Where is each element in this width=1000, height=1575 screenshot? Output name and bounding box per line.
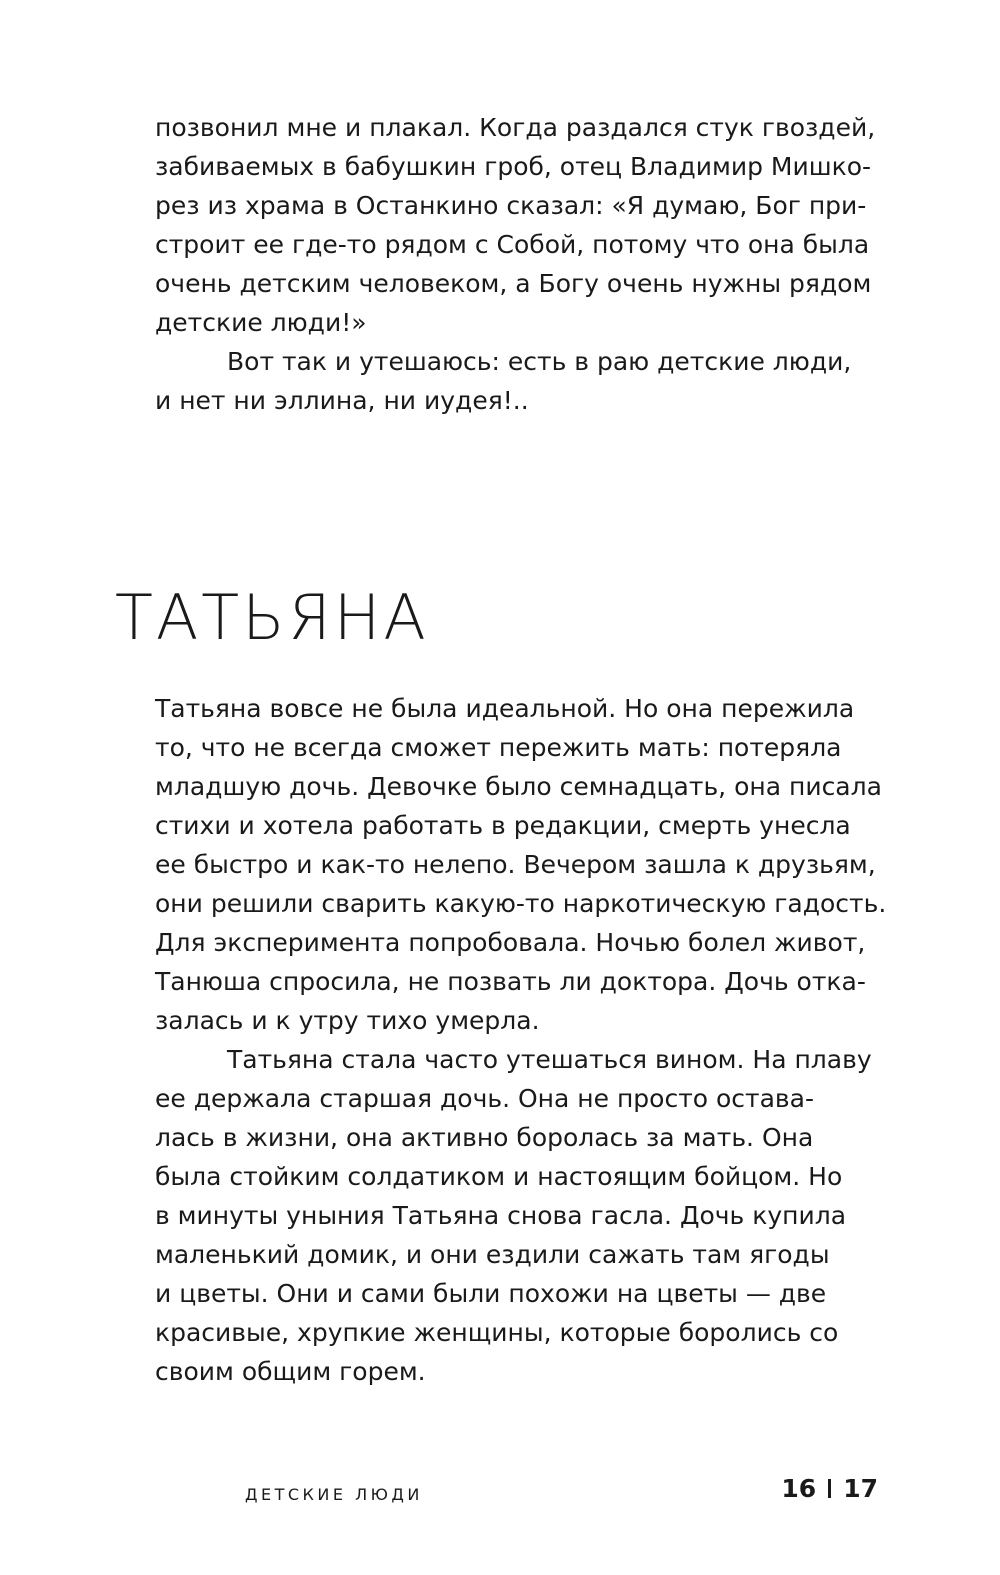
page-numbers [781, 1472, 878, 1506]
text-line: ее быстро и как-то нелепо. Вечером зашла к друзьям, [155, 850, 876, 879]
text-line: младшую дочь. Девочке было семнадцать, она писала [155, 772, 882, 801]
text-line: и нет ни эллина, ни иудея!.. [155, 386, 529, 415]
text-line: то, что не всегда сможет пережить мать: потеряла [155, 733, 842, 762]
text-line: лась в жизни, она активно боролась за мать. Она [155, 1123, 814, 1152]
text-line: рез из храма в Останкино сказал: «Я думаю, Бог при- [155, 191, 867, 220]
text-block-top [155, 108, 890, 420]
text-line: залась и к утру тихо умерла. [155, 1006, 540, 1035]
text-line: они решили сварить какую-то наркотическую гадость. [155, 889, 887, 918]
text-line: стихи и хотела работать в редакции, смерть унесла [155, 811, 851, 840]
text-line: была стойким солдатиком и настоящим бойцом. Но [155, 1162, 843, 1191]
text-line: забиваемых в бабушкин гроб, отец Владимир Мишко- [155, 152, 872, 181]
text-line: и цветы. Они и сами были похожи на цветы — две [155, 1279, 827, 1308]
text-line: ее держала старшая дочь. Она не просто остава- [155, 1084, 815, 1113]
text-line: детские люди!» [155, 308, 367, 337]
text-line: строит ее где-то рядом с Собой, потому что она была [155, 230, 870, 259]
text-line: Вот так и утешаюсь: есть в раю детские люди, [227, 347, 852, 376]
chapter-title: ТАТЬЯНА [115, 581, 429, 654]
text-line: Татьяна вовсе не была идеальной. Но она пережила [155, 694, 855, 723]
text-line: Татьяна стала часто утешаться вином. На плаву [227, 1045, 872, 1074]
page-number-right: 17 [843, 1474, 878, 1503]
text-line: позвонил мне и плакал. Когда раздался стук гвоздей, [155, 113, 876, 142]
text-line: красивые, хрупкие женщины, которые боролись со [155, 1318, 839, 1347]
text-line: Танюша спросила, не позвать ли доктора. Дочь отка- [155, 967, 866, 996]
page-number-separator [828, 1479, 831, 1498]
text-line: маленький домик, и они ездили сажать там ягоды [155, 1240, 830, 1269]
page-number-left: 16 [781, 1474, 817, 1503]
text-block-main [155, 689, 890, 1391]
text-line: Для эксперимента попробовала. Ночью болел живот, [155, 928, 866, 957]
running-title: ДЕТСКИЕ ЛЮДИ [245, 1485, 423, 1504]
text-line: своим общим горем. [155, 1357, 426, 1386]
text-line: очень детским человеком, а Богу очень нужны рядом [155, 269, 872, 298]
text-line: в минуты уныния Татьяна снова гасла. Дочь купила [155, 1201, 847, 1230]
